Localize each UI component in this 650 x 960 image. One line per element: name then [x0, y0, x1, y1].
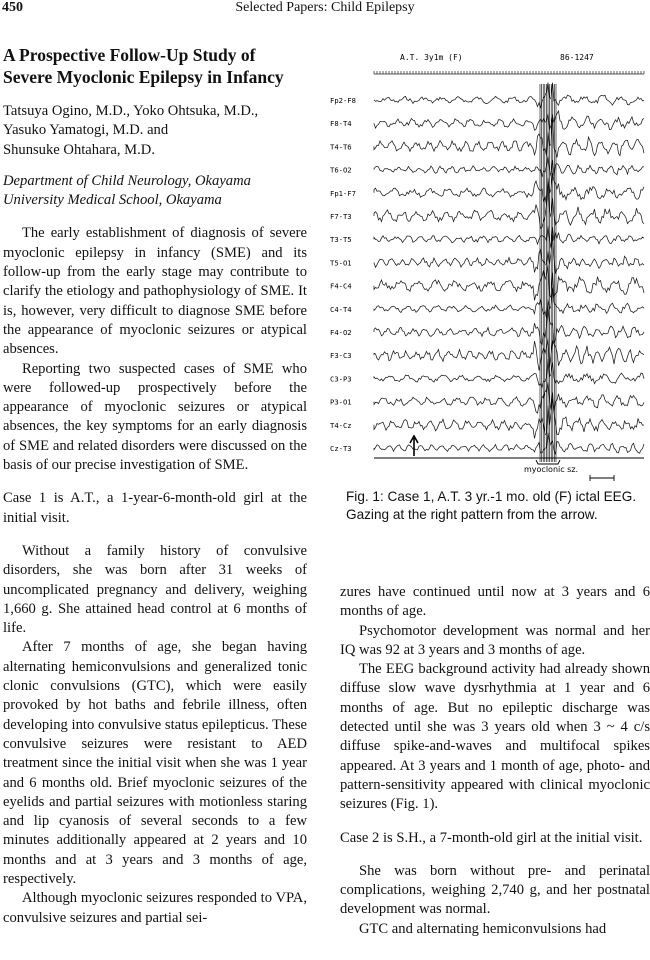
- time-ruler: [374, 71, 644, 74]
- eeg-trace: [374, 265, 644, 301]
- eeg-trace: [374, 173, 644, 205]
- authors: [3, 102, 307, 160]
- right-column: [340, 583, 650, 939]
- title-line-2: Severe Myoclonic Epilepsy in Infancy: [3, 67, 284, 87]
- channel-label: P3-O1: [330, 397, 352, 407]
- channel-label: Fp2-F8: [330, 96, 356, 105]
- eeg-trace: [374, 111, 644, 130]
- paragraph: Without a family history of convulsive disorders, she was born after 31 weeks of uncomplicated pregnancy and delivery, weighing 1,660 g. She attained head control at 6 months of life.: [3, 542, 307, 637]
- channel-label: Cz-T3: [330, 444, 352, 453]
- paragraph: The early establishment of diagnosis of severe myoclonic epilepsy in infancy (SME) and its follow-up from the early stage may contribute to clarify the etiology and pathophysiology of SME. It is, however, very difficult to diagnose SME before the appearance of myoclonic seizures or atypical absences.: [3, 225, 307, 358]
- paragraph: Case 1 is A.T., a 1-year-6-month-old girl at the initial visit.: [3, 490, 307, 526]
- channel-label: C4-T4: [330, 304, 352, 314]
- eeg-header-id: 86-1247: [560, 53, 594, 62]
- authors-line-1: Tatsuya Ogino, M.D., Yoko Ohtsuka, M.D.,: [3, 103, 259, 119]
- time-scale-bar: [590, 475, 614, 481]
- authors-line-3: Shunsuke Ohtahara, M.D.: [3, 141, 155, 158]
- channel-label: C3-P3: [330, 374, 352, 384]
- eeg-trace: [374, 359, 644, 387]
- eeg-trace-plot: [328, 44, 646, 484]
- paragraph: Case 2 is S.H., a 7-month-old girl at the initial visit.: [340, 829, 643, 846]
- time-ruler-ticks: [374, 71, 644, 74]
- figure-caption: Fig. 1: Case 1, A.T. 3 yr.-1 mo. old (F) ictal EEG. Gazing at the right pattern from the arrow.: [346, 489, 637, 522]
- myoclonic-annotation: myoclonic sz.: [524, 465, 579, 474]
- running-header: [0, 0, 650, 18]
- page-number: 450: [2, 0, 23, 15]
- eeg-trace: [374, 339, 644, 371]
- channel-label: T5-O1: [330, 258, 352, 268]
- arrow-up-icon: [410, 436, 418, 456]
- affiliation-line-1: Department of Child Neurology, Okayama: [3, 172, 251, 189]
- channel-label: T4-Cz: [330, 420, 352, 430]
- paragraph: Although myoclonic seizures responded to VPA, convulsive seizures and partial sei-: [3, 890, 307, 926]
- channel-labels: [330, 96, 356, 453]
- eeg-trace: [374, 382, 644, 413]
- paragraph: zures have continued until now at 3 years and 6 months of age.: [340, 584, 650, 620]
- eeg-trace: [374, 83, 644, 109]
- title-line-1: A Prospective Follow-Up Study of: [3, 45, 256, 65]
- channel-label: F4-O2: [330, 328, 352, 337]
- paragraph: Reporting two suspected cases of SME who were followed-up prospectively before the appearance of myoclonic seizures or atypical absences, the key symptoms for an early diagnosis of SME and related disorders were discussed on the basis of our precise investigation of SME.: [3, 360, 307, 474]
- channel-label: F7-T3: [330, 212, 352, 221]
- eeg-header-patient: A.T. 3y1m (F): [400, 53, 463, 62]
- paragraph: GTC and alternating hemiconvulsions had: [358, 920, 607, 937]
- channel-label: Fp1-F7: [330, 188, 356, 198]
- channel-label: T4-T6: [330, 142, 352, 152]
- eeg-figure: [328, 44, 646, 484]
- authors-line-2: Yasuko Yamatogi, M.D. and: [3, 122, 169, 139]
- eeg-trace: [374, 307, 644, 344]
- article-title: [3, 44, 307, 88]
- channel-label: F4-C4: [330, 281, 352, 291]
- journal-title: Selected Papers: Child Epilepsy: [235, 0, 415, 15]
- left-column: [3, 44, 307, 928]
- paragraph: She was born without pre- and perinatal complications, weighing 2,740 g, and her postnatal development was normal.: [340, 862, 650, 918]
- affiliation: [3, 172, 307, 211]
- channel-label: T6-O2: [330, 165, 352, 175]
- eeg-trace: [374, 226, 644, 249]
- channel-label: T3-T5: [330, 235, 352, 245]
- eeg-trace: [374, 399, 644, 439]
- paragraph: After 7 months of age, she began having alternating hemiconvulsions and generalized tonic clonic convulsions (GTC), which were easily provoked by hot baths and febrile illness, often developing into convulsive status epilepticus. These convulsive seizures were resistant to AED treatment since the initial visit when she was 1 year and 6 months old. Brief myoclonic seizures of the eyelids and partial seizures with motionless staring and lip cyanosis of several seconds to a few minutes additionally appeared at 2 years and 10 months and at 3 years and 3 months of age, respectively.: [3, 639, 307, 887]
- channel-label: F3-C3: [330, 351, 352, 361]
- paragraph: Psychomotor development was normal and her IQ was 92 at 3 years and 3 months of age.: [340, 622, 650, 658]
- affiliation-line-2: University Medical School, Okayama: [3, 192, 222, 209]
- eeg-traces: [374, 83, 644, 455]
- eeg-trace: [374, 288, 644, 318]
- paragraph: The EEG background activity had already shown diffuse slow wave dysrhythmia at 1 year and 6 months of age. But no epileptic discharge was detected until she was 3 years old when 3 ~ 4 c/s diffuse spike-and-waves and multifocal spikes appeared. At 3 years and 1 month of age, photo- and pattern-sensitivity appeared with clinical myoclonic seizures (Fig. 1).: [340, 661, 650, 813]
- eeg-trace: [374, 156, 644, 177]
- channel-label: F8-T4: [330, 119, 352, 129]
